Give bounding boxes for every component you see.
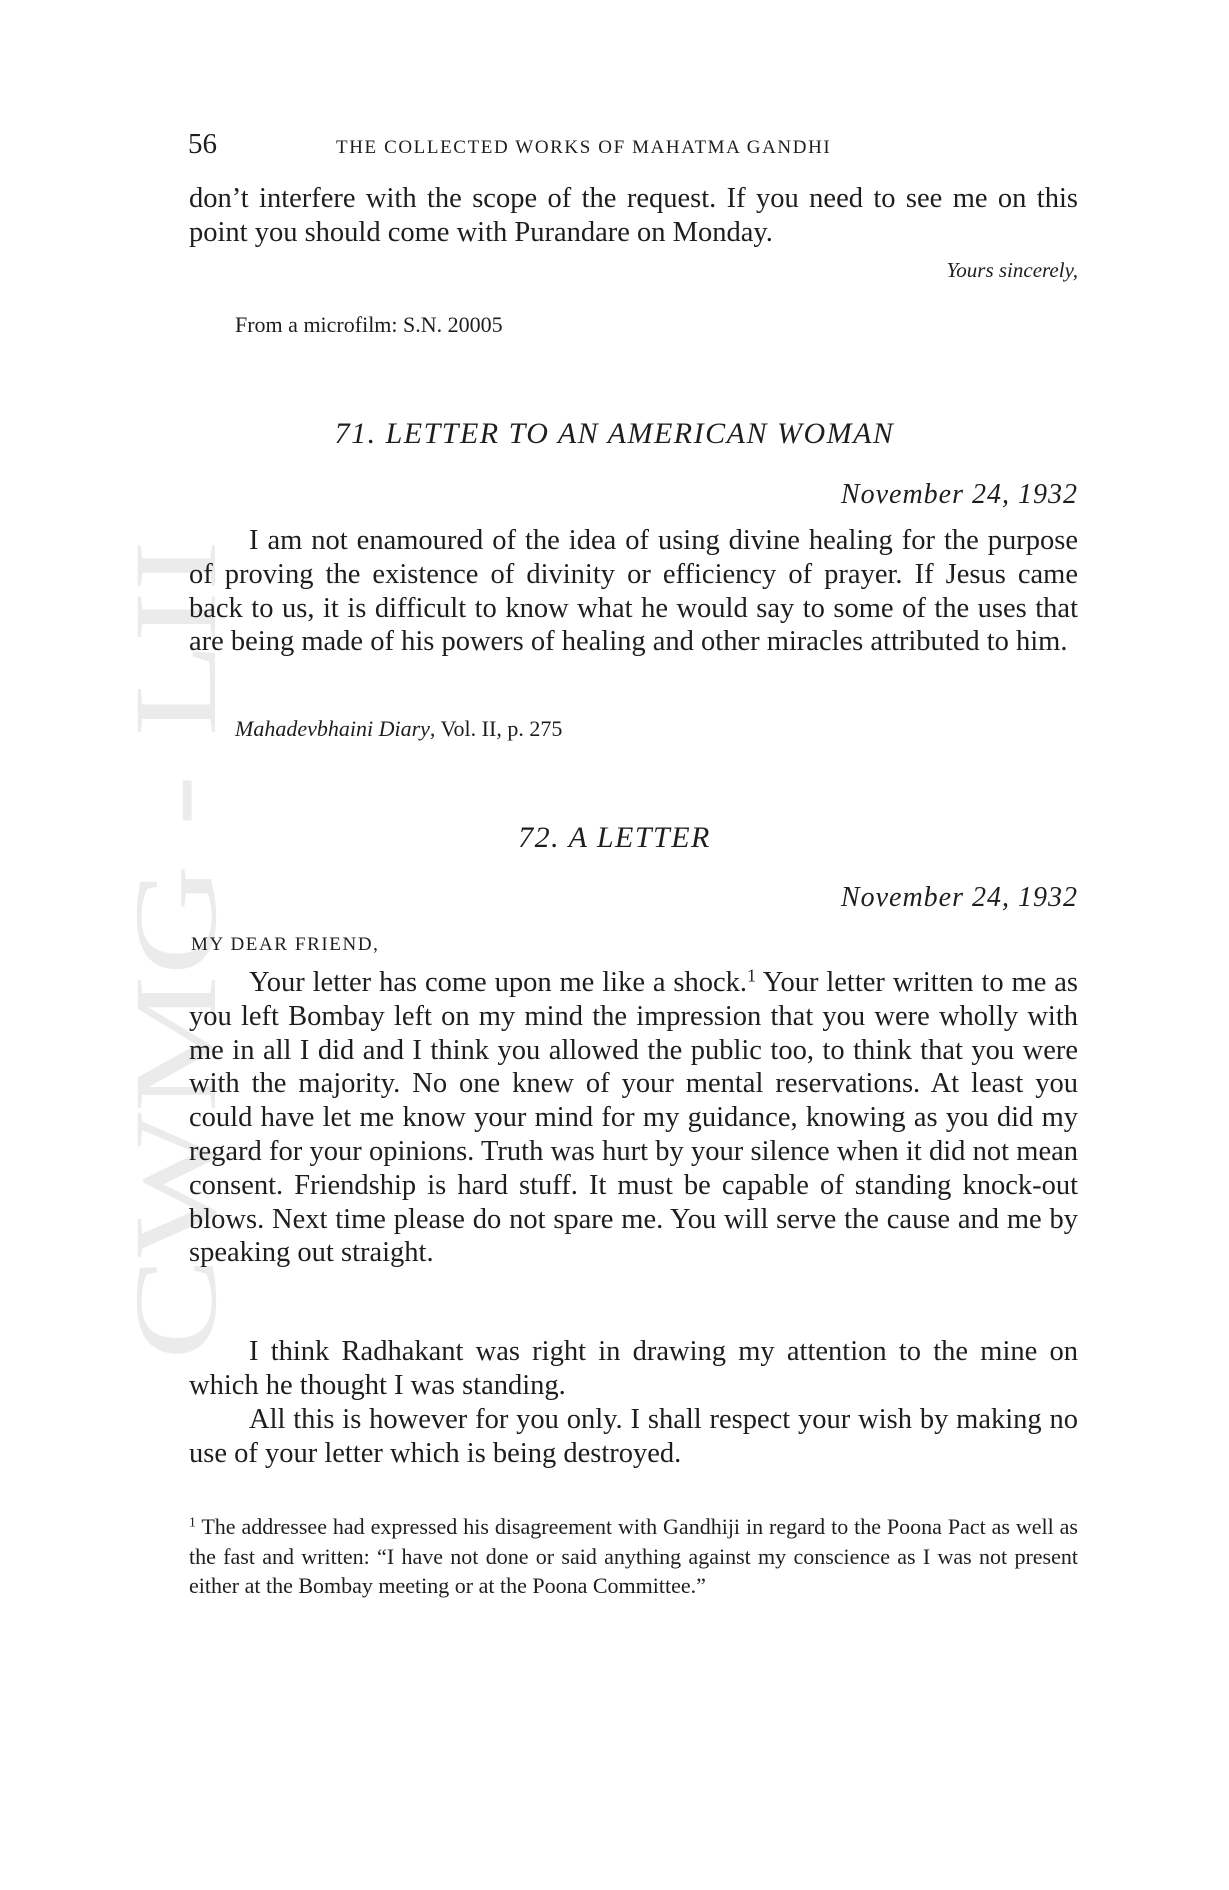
body-72-para1 bbox=[189, 966, 1078, 1270]
footnote bbox=[189, 1512, 1078, 1601]
footnote-ref: 1 bbox=[747, 965, 756, 986]
page-number: 56 bbox=[188, 128, 217, 160]
source-71 bbox=[235, 716, 562, 742]
footnote-mark: 1 bbox=[189, 1514, 196, 1530]
body-72-para3: All this is however for you only. I shall respect your wish by making no use of your letter which is being destroyed. bbox=[189, 1404, 1078, 1469]
watermark-text: CWMG - LII bbox=[110, 730, 241, 1360]
running-title: THE COLLECTED WORKS OF MAHATMA GANDHI bbox=[336, 137, 832, 158]
heading-72: 72. A LETTER bbox=[518, 821, 711, 854]
signoff: Yours sincerely, bbox=[946, 258, 1078, 282]
source-71-rest: , Vol. II, p. 275 bbox=[429, 716, 563, 741]
continued-paragraph: don’t interfere with the scope of the request. If you need to see me on this point you should come with Purandare on Monday. bbox=[189, 183, 1078, 248]
body-72-para2: I think Radhakant was right in drawing my attention to the mine on which he thought I was standing. bbox=[189, 1336, 1078, 1401]
running-header bbox=[188, 128, 1078, 168]
para1-rest: Your letter written to me as you left Bombay left on my mind the impression that you were wholly with me in all I did and I think you allowed the public too, to think that you were with the majority. No one knew of your mental reservations. At least you could have let me know your mind for my guidance, knowing as you did my regard for your opinions. Truth was hurt by your silence when it did not mean consent. Friendship is hard stuff. It must be capable of standing knock-out blows. Next time please do not spare me. You will serve the cause and me by speaking out straight. bbox=[189, 967, 1078, 1269]
footnote-text: The addressee had expressed his disagreement with Gandhiji in regard to the Poona Pact as well as the fast and written: “I have not done or said anything against my conscience as I was not present either at the Bombay meeting or at the Poona Committee.” bbox=[189, 1514, 1078, 1598]
source-line: From a microfilm: S.N. 20005 bbox=[235, 312, 503, 337]
heading-71: 71. LETTER TO AN AMERICAN WOMAN bbox=[334, 417, 895, 450]
para1-start: Your letter has come upon me like a shock. bbox=[249, 967, 748, 998]
body-71: I am not enamoured of the idea of using divine healing for the purpose of proving the existence of divinity or efficiency of prayer. If Jesus came back to us, it is difficult to know what he would say to some of the uses that are being made of his powers of healing and other miracles attributed to him. bbox=[189, 525, 1078, 658]
date-72: November 24, 1932 bbox=[840, 882, 1078, 913]
salutation: MY DEAR FRIEND, bbox=[191, 934, 380, 955]
source-71-title: Mahadevbhaini Diary bbox=[235, 716, 430, 741]
date-71: November 24, 1932 bbox=[840, 479, 1078, 510]
